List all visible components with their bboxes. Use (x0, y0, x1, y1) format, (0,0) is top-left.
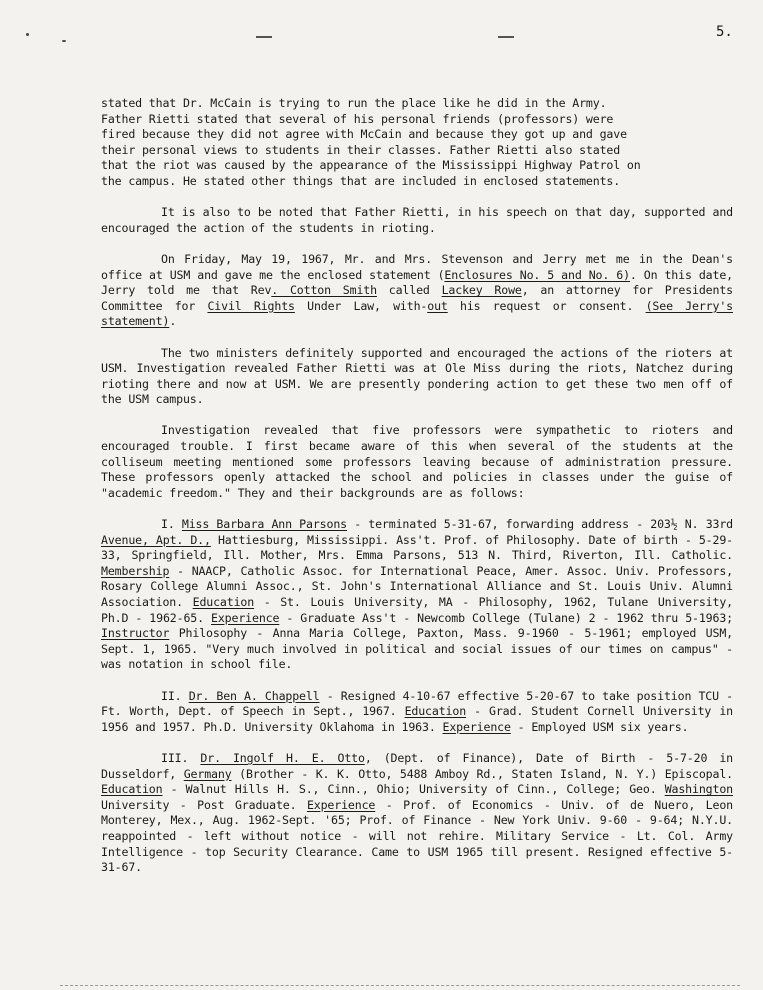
professor-name: Dr. Ingolf H. E. Otto (200, 750, 365, 765)
paragraph-2: It is also to be noted that Father Rietti, in his speech on that day, supported and encouraged the action of the students in rioting. (101, 205, 733, 235)
page-edge-rule (60, 985, 740, 986)
underline-enclosures: Enclosures No. 5 and No. 6) (444, 267, 630, 282)
hole-punch-mark (498, 36, 514, 38)
underline-civil-rights: Civil Rights (207, 298, 295, 313)
paragraph-4: The two ministers definitely supported and encouraged the actions of the rioters at USM. Investigation revealed Father Rietti was at Ole Miss during the riots, Natchez during rioting there and now at USM. We are presently pondering action to get these two men off of the USM campus. (101, 345, 733, 407)
paragraph-1: stated that Dr. McCain is trying to run the place like he did in the Army. Father Rietti stated that several of his personal friends (professors) were fired because they did not agree with McCain and because they got up and gave their personal views to students in their classes. Father Rietti also stated that the riot was caused by the appearance of the Mississippi Highway Patrol on the campus. He stated other things that are included in enclosed statements. (101, 96, 641, 188)
paragraph-3: On Friday, May 19, 1967, Mr. and Mrs. Stevenson and Jerry met me in the Dean's office at USM and gave me the enclosed statement (Enclosures No. 5 and No. 6). On this date, Jerry told me that Rev. Cotton Smith called Lackey Rowe, an attorney for Presidents Committee for Civil Rights Under Law, with-out his request or consent. (See Jerry's statement). (101, 251, 733, 329)
underline-see-jerrys-statement: (See Jerry's statement) (101, 298, 733, 329)
underline-cotton-smith: . Cotton Smith (271, 283, 377, 298)
underline-lackey-rowe: Lackey Rowe (441, 283, 522, 298)
underline-out: out (427, 298, 448, 313)
scan-speck (62, 40, 66, 42)
page-number: 5. (716, 24, 733, 40)
paragraph-5: Investigation revealed that five professors were sympathetic to rioters and encouraged trouble. I first became aware of this when several of the students at the colliseum meeting mentioned some professors leaving because of administration pressure. These professors openly attacked the school and policies in classes under the guise of "academic freedom." They and their backgrounds are as follows: (101, 423, 733, 500)
scan-speck (26, 33, 29, 36)
body-text (101, 96, 733, 891)
professor-item-2: II. Dr. Ben A. Chappell - Resigned 4-10-67 effective 5-20-67 to take position TCU - Ft. Worth, Dept. of Speech in Sept., 1967. Education - Grad. Student Cornell University in 1956 and 1957. Ph.D. University Oklahoma in 1963. Experience - Employed USM six years. (101, 688, 733, 734)
hole-punch-mark (256, 36, 272, 38)
professor-item-3: III. Dr. Ingolf H. E. Otto, (Dept. of Finance), Date of Birth - 5-7-20 in Dusseldorf, Germany (Brother - K. K. Otto, 5488 Amboy Rd., Staten Island, N. Y.) Episcopal. Education - Walnut Hills H. S., Cinn., Ohio; University of Cinn., College; Geo. Washington University - Post Graduate. Experience - Prof. of Economics - Univ. of de Nuero, Leon Monterey, Mex., Aug. 1962-Sept. '65; Prof. of Finance - New York Univ. 9-60 - 9-64; N.Y.U. reappointed - left without notice - will not rehire. Military Service - Lt. Col. Army Intelligence - top Security Clearance. Came to USM 1965 till present. Resigned effective 5-31-67. (101, 750, 734, 875)
professor-name: Miss Barbara Ann Parsons (181, 517, 347, 532)
professor-item-1: I. Miss Barbara Ann Parsons - terminated 5-31-67, forwarding address - 203½ N. 33rd Avenue, Apt. D., Hattiesburg, Mississippi. Ass't. Prof. of Philosophy. Date of birth - 5-29-33, Springfield, Ill. Mother, Mrs. Emma Parsons, 513 N. Third, Riverton, Ill. Catholic. Membership - NAACP, Catholic Assoc. for International Peace, Amer. Assoc. Univ. Professors, Rosary College Alumni Assoc., St. John's International Alliance and St. Louis Univ. Alumni Association. Education - St. Louis University, MA - Philosophy, 1962, Tulane University, Ph.D - 1962-65. Experience - Graduate Ass't - Newcomb College (Tulane) 2 - 1962 thru 5-1963; Instructor Philosophy - Anna Maria College, Paxton, Mass. 9-1960 - 5-1961; employed USM, Sept. 1, 1965. "Very much involved in political and social issues of our times on campus" - was notation in school file. (101, 517, 734, 672)
professor-name: Dr. Ben A. Chappell (188, 688, 320, 703)
